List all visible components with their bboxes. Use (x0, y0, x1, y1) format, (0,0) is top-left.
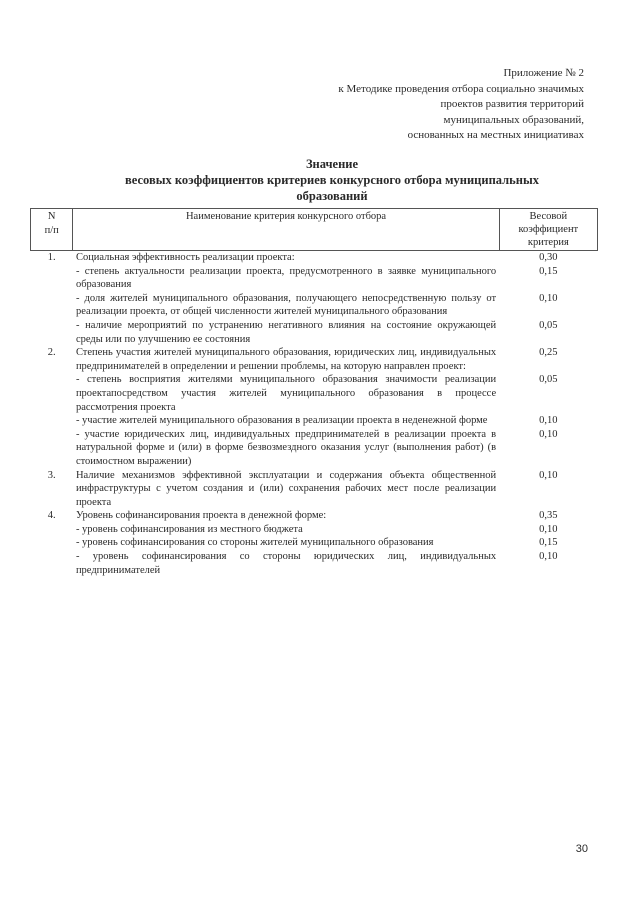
row-number (31, 265, 73, 292)
row-weight: 0,05 (539, 319, 558, 331)
row-weight: 0,10 (539, 523, 558, 535)
row-weight: 0,10 (539, 415, 558, 427)
row-number (31, 523, 73, 537)
row-criterion: - степень актуальности реализации проекта, предусмотренного в заявке муниципального образования (75, 265, 497, 291)
row-criterion: - участие юридических лиц, индивидуальных предпринимателей в реализации проекта в натуральной форме и (или) в форме безвозмездного оказания услуг (выполнения работ) (в стоимостном выражении) (75, 428, 497, 467)
header-number-line: N (47, 211, 56, 222)
table-row (31, 373, 598, 414)
row-weight: 0,15 (539, 265, 558, 277)
row-criterion: - уровень софинансирования со стороны жителей муниципального образования (75, 537, 434, 549)
row-number (31, 536, 73, 550)
header-criterion-name: Наименование критерия конкурсного отбора (73, 209, 499, 251)
row-criterion: Наличие механизмов эффективной эксплуатации и содержания объекта общественной инфраструктуры с учетом создания и (или) сохранения рабочих мест после реализации проекта (75, 469, 497, 508)
criteria-table (30, 208, 598, 577)
table-row (31, 292, 598, 319)
row-number: 2. (47, 347, 56, 359)
header-weight (499, 209, 597, 251)
row-criterion: - наличие мероприятий по устранению негативного влияния на состояние окружающей среды или по улучшению ее состояния (75, 319, 497, 345)
table-row (31, 319, 598, 346)
title-line: образований (296, 189, 368, 203)
row-number: 4. (47, 510, 56, 522)
row-weight: 0,35 (539, 510, 558, 522)
table-row (31, 509, 598, 523)
appendix-line: Приложение № 2 (503, 67, 584, 79)
header-number (31, 209, 73, 251)
row-weight: 0,30 (539, 252, 558, 263)
header-weight-line: Весовой (529, 211, 568, 222)
table-row (31, 469, 598, 510)
row-criterion: Степень участия жителей муниципального образования, юридических лиц, индивидуальных предпринимателей в определении и решении проблемы, на которую направлен проект: (75, 347, 497, 372)
title-line: Значение (305, 157, 359, 171)
table-row (31, 523, 598, 537)
appendix-line: к Методике проведения отбора социально значимых (338, 82, 584, 95)
row-criterion: Уровень софинансирования проекта в денежной форме: (75, 510, 327, 522)
row-criterion: - доля жителей муниципального образования, получающего непосредственную пользу от реализации проекта, от общей численности жителей муниципального образования (75, 292, 497, 318)
table-row (31, 550, 598, 577)
table-header-row (31, 209, 598, 251)
header-weight-line: критерия (527, 237, 569, 248)
table-row (31, 536, 598, 550)
row-number (31, 319, 73, 346)
appendix-header (244, 66, 584, 144)
row-number (31, 550, 73, 577)
table-row (31, 346, 598, 373)
appendix-line: проектов развития территорий (440, 98, 584, 110)
row-weight: 0,10 (539, 292, 558, 304)
table-row (31, 414, 598, 428)
row-criterion: Социальная эффективность реализации проекта: (75, 252, 295, 263)
header-number-line: п/п (44, 224, 59, 236)
row-number (31, 414, 73, 428)
table-row (31, 265, 598, 292)
title-line: весовых коэффициентов критериев конкурсного отбора муниципальных (125, 173, 539, 187)
table-row (31, 428, 598, 469)
document-title (52, 156, 612, 204)
row-weight: 0,10 (539, 469, 558, 481)
row-criterion: - уровень софинансирования из местного бюджета (75, 523, 303, 535)
table-row (31, 251, 598, 265)
row-weight: 0,25 (539, 347, 558, 359)
row-criterion: - уровень софинансирования со стороны юридических лиц, индивидуальных предпринимателей (75, 551, 497, 576)
row-criterion: - участие жителей муниципального образования в реализации проекта в неденежной форме (75, 415, 488, 427)
row-criterion: - степень восприятия жителями муниципального образования значимости реализации проектапосредством участия жителей муниципального образования в процессе рассмотрения проекта (75, 374, 497, 413)
header-weight-line: коэффициент (518, 224, 579, 235)
row-weight: 0,10 (539, 428, 558, 440)
appendix-line: основанных на местных инициативах (407, 129, 584, 141)
row-weight: 0,05 (539, 374, 558, 386)
row-weight: 0,15 (539, 537, 558, 549)
row-number (31, 428, 73, 469)
appendix-line: муниципальных образований, (443, 113, 584, 126)
row-number: 1. (47, 252, 56, 263)
row-number: 3. (47, 469, 56, 481)
row-weight: 0,10 (539, 551, 558, 563)
row-number (31, 292, 73, 319)
row-number (31, 373, 73, 414)
page-number: 30 (575, 843, 588, 855)
